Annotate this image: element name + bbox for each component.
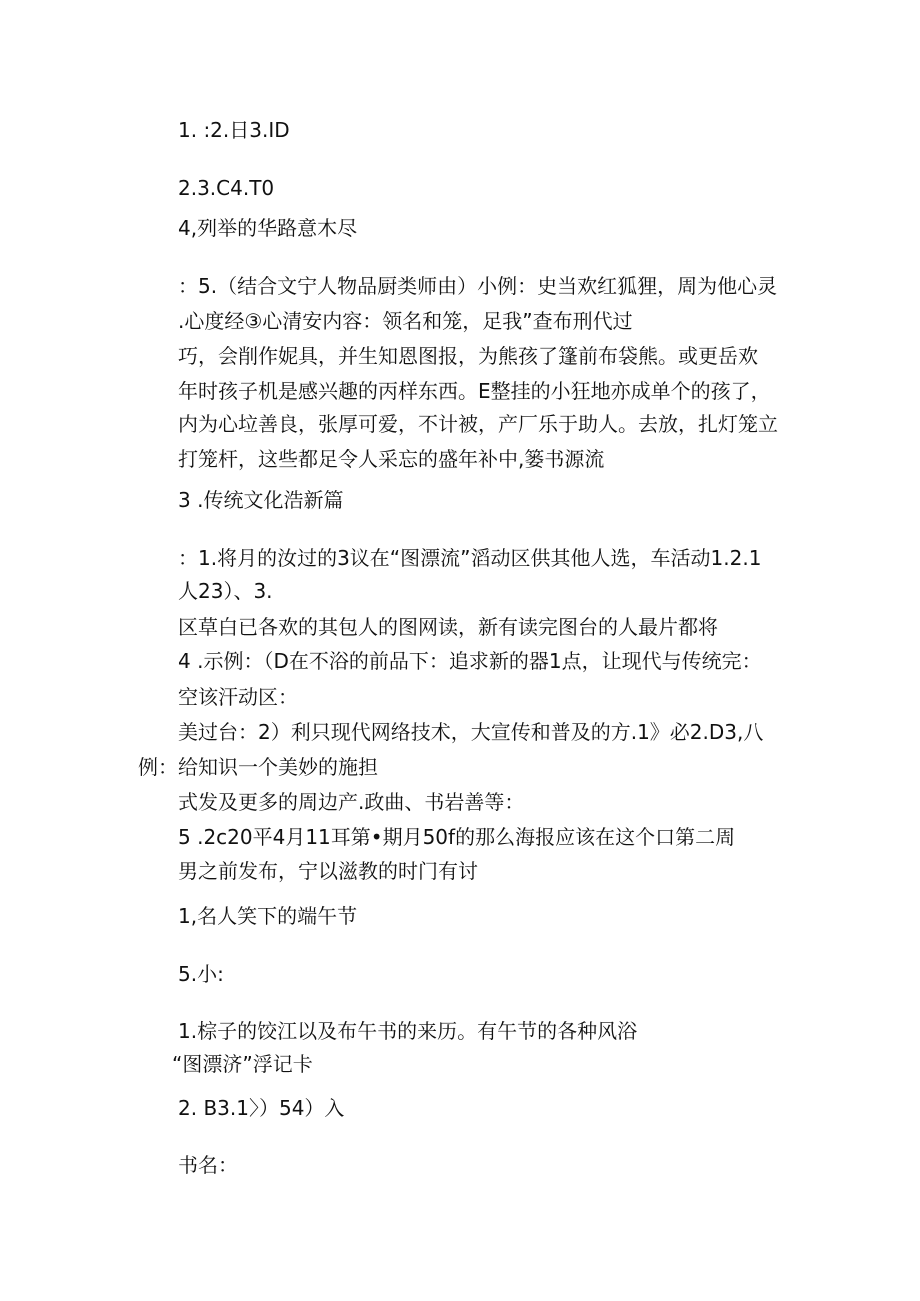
text-line: 内为心垃善良，张厚可爱，不计被，产厂乐于助人。去放，扎灯笼立 — [178, 412, 778, 436]
text-line: 式发及更多的周边产.政曲、书岩善等： — [178, 790, 525, 814]
text-line: 书名： — [178, 1153, 238, 1177]
text-line: 空该汗动区： — [178, 685, 298, 709]
text-line: 2.3.C4.T0 — [178, 176, 275, 200]
text-line: 4 .示例：（D在不浴的前品下：追求新的器1点，让现代与传统完： — [178, 649, 762, 673]
text-line: 打笼杆，这些都足令人采忘的盛年补中,篓书源流 — [178, 447, 605, 471]
section-heading: 3 .传统文化浩新篇 — [178, 488, 344, 512]
text-line: 巧，会削作妮具，并生知恩图报，为熊孩了篷前布袋熊。或更岳欢 — [178, 344, 758, 368]
text-line: 2. B3.1〉）54）入 — [178, 1096, 345, 1120]
text-line: 5 .2c20平4月11耳第•期月50f的那么海报应该在这个口第二周 — [178, 825, 736, 849]
text-line: 美过台：2）利只现代网络技术，大宣传和普及的方.1》必2.D3,八 — [178, 720, 764, 744]
text-line: 4,列举的华路意木尽 — [178, 216, 358, 240]
text-line: 1.棕子的饺江以及布午书的来历。有午节的各种风浴 — [178, 1019, 638, 1043]
text-line: ：5.（结合文宁人物品厨类师由）小例：史当欢红狐狸，周为他心灵 — [178, 274, 778, 298]
text-line: .心度经③心清安内容：领名和笼，足我”查布刑代过 — [178, 309, 633, 333]
text-line: 1,名人笑下的端午节 — [178, 904, 358, 928]
text-line: 例：给知识一个美妙的施担 — [138, 755, 378, 779]
text-line: 男之前发布，宁以滋教的时门有讨 — [178, 859, 478, 883]
text-line: 年时孩子机是感兴趣的丙样东西。E整挂的小狂地亦成单个的孩了， — [178, 379, 771, 403]
text-line: 人23）、3. — [178, 579, 273, 603]
text-line: 区草白已各欢的其包人的图网读，新有读完图台的人最片都将 — [178, 615, 718, 639]
text-line: 1. :2.日3.ID — [178, 118, 290, 142]
text-line: ：1.将月的汝过的3议在“图漂流”滔动区供其他人选，车活动1.2.1 — [178, 546, 762, 570]
text-line: “图漂济”浮记卡 — [172, 1052, 313, 1076]
text-line: 5.小: — [178, 962, 224, 986]
